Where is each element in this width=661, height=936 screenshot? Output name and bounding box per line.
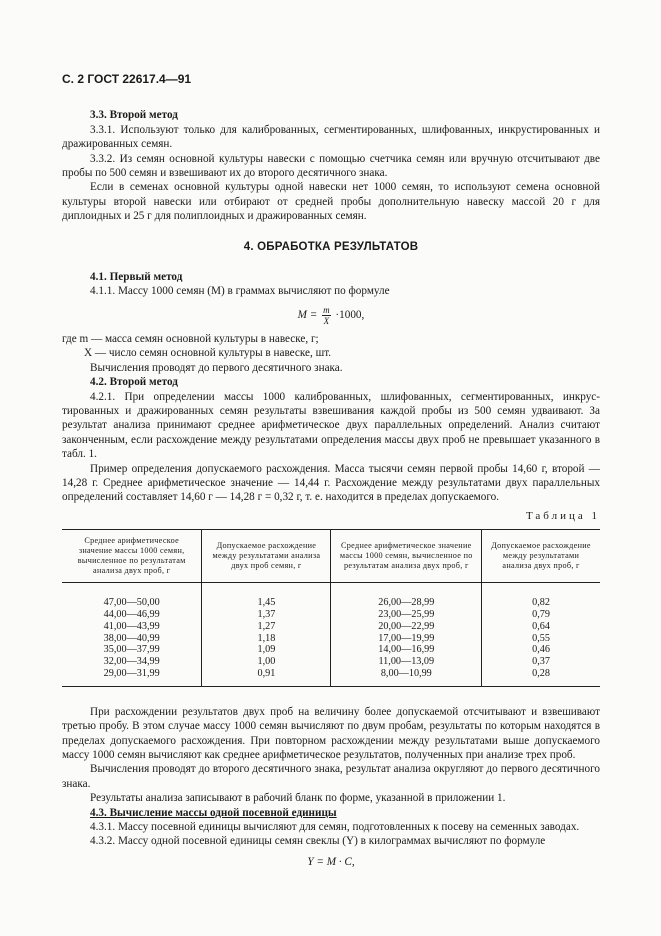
paragraph-record: Результаты анализа записывают в рабочий бланк по форме, указанной в приложении 1. xyxy=(90,792,506,805)
table-row xyxy=(62,583,600,609)
table-cell: 0,28 xyxy=(482,668,600,686)
table-cell: 1,18 xyxy=(202,633,331,645)
formula-denominator: X xyxy=(323,315,330,326)
table-header-cell: Допускаемое расхождение между результатами анализа двух проб семян, г xyxy=(202,530,331,583)
section-4-title: 4. ОБРАБОТКА РЕЗУЛЬТАТОВ xyxy=(243,240,419,253)
paragraph-4-1-1: 4.1.1. Массу 1000 семян (M) в граммах вычисляют по формуле xyxy=(90,285,390,298)
paragraph-4-2-1: 4.2.1. При определении массы 1000 калиброванных, шлифованных, сегментированных, инкрустированных и дражированных семян результаты взвешивания каждой пробы из 500 семян удваивают. За результат анализа принимают среднее арифметическое двух параллельных определений. Анализ считают законченным, если расхождение между результатами определения массы двух проб не превышает указанного в табл. 1. xyxy=(62,390,600,461)
formula-fraction xyxy=(322,305,331,326)
table-header-cell: Среднее арифметическое значение массы 1000 семян, вычисленное по результатам анализа двух проб, г xyxy=(62,530,202,583)
table-header-cell: Допускаемое расхождение между результатами анализа двух проб, г xyxy=(482,530,600,583)
section-3-3-title: 3.3. Второй метод xyxy=(90,109,178,122)
section-4-3-title-text: 4.3. Вычисление массы одной посевной единицы xyxy=(90,806,337,819)
table-cell: 44,00—46,99 xyxy=(103,608,160,620)
table-cell: 1,37 xyxy=(202,609,331,621)
table-cell: 11,00—13,09 xyxy=(331,656,482,668)
table-cell: 1,45 xyxy=(202,583,331,609)
table-row xyxy=(62,668,600,686)
formula-rhs: ·1000, xyxy=(335,308,365,321)
table-cell: 47,00—50,00 xyxy=(103,597,160,609)
paragraph-3-3-1: 3.3.1. Используют только для калиброванных, сегментированных, шлифованных, инкрустированных и дражированных семян. xyxy=(62,123,600,151)
formula-numerator: m xyxy=(323,304,330,315)
paragraph-3-3-2: 3.3.2. Из семян основной культуры навески с помощью счетчика семян или вручную отсчитывают две пробы по 500 семян и взвешивают их до второго десятичного знака. xyxy=(62,152,600,180)
table-cell: 0,82 xyxy=(482,583,600,609)
table-cell: 0,37 xyxy=(482,656,600,668)
table-cell: 20,00—22,99 xyxy=(331,621,482,633)
paragraph-4-3-2: 4.3.2. Массу одной посевной единицы семян свеклы (Y) в килограммах вычисляют по формуле xyxy=(90,835,546,848)
table-cell: 0,46 xyxy=(482,644,600,656)
table-header-row xyxy=(62,530,600,583)
table-cell: 38,00—40,99 xyxy=(103,632,160,644)
table-cell: 1,09 xyxy=(202,644,331,656)
formula-mass-1000 xyxy=(62,305,600,326)
document-page xyxy=(62,72,600,875)
page-header: С. 2 ГОСТ 22617.4—91 xyxy=(62,72,192,86)
table-row xyxy=(62,633,600,645)
table-row xyxy=(62,656,600,668)
table-cell: 0,64 xyxy=(482,621,600,633)
table-cell: 8,00—10,99 xyxy=(331,668,482,686)
paragraph-4-3-1: 4.3.1. Массу посевной единицы вычисляют для семян, подготовленных к посеву на семенных заводах. xyxy=(90,820,580,833)
paragraph-rounding: Вычисления проводят до второго десятичного знака, результат анализа округляют до первого десятичного знака. xyxy=(62,763,600,790)
table-cell: 0,91 xyxy=(202,668,331,686)
table-cell: 29,00—31,99 xyxy=(62,668,202,686)
section-4-1-title: 4.1. Первый метод xyxy=(90,271,183,284)
table-header-cell: Среднее арифметическое значение массы 1000 семян, вычисленное по результатам анализа двух проб, г xyxy=(331,530,482,583)
table-row xyxy=(62,644,600,656)
table-caption: Таблица 1 xyxy=(525,509,600,522)
table-cell: 1,27 xyxy=(202,621,331,633)
table-row xyxy=(62,621,600,633)
table-cell: 1,00 xyxy=(202,656,331,668)
table-cell: 35,00—37,99 xyxy=(103,644,160,656)
paragraph-3-3-2-cont: Если в семенах основной культуры одной навески нет 1000 семян, то используют семена основной культуры второй навески или отбирают от средней пробы дополнительную навеску массой 20 г для диплоидных и 25 г для полиплоидных и дражированных семян. xyxy=(62,181,600,223)
paragraph-third-sample: При расхождении результатов двух проб на величину более допускаемой отсчитывают и взвешивают третью пробу. В этом случае массу 1000 семян вычисляют по двум пробам, результаты по которым находятся в пределах допускаемого расхождения. При повторном расхождении между результатами выше допускаемого массу 1000 семян вычисляют как среднее арифметическое результатов, полученных при анализе трех проб. xyxy=(62,705,600,761)
definition-m: где m — масса семян основной культуры в навеске, г; xyxy=(62,332,319,345)
table-cell: 0,55 xyxy=(482,633,600,645)
paragraph-calc-precision: Вычисления проводят до первого десятичного знака. xyxy=(90,361,343,374)
section-4-3-title xyxy=(90,806,600,820)
formula-lhs: M = xyxy=(297,308,318,321)
table-cell: 26,00—28,99 xyxy=(331,583,482,609)
section-4-2-title: 4.2. Второй метод xyxy=(90,376,178,389)
paragraph-example: Пример определения допускаемого расхождения. Масса тысячи семян первой пробы 14,60 г, второй — 14,28 г. Среднее арифметическое значение — 14,44 г. Расхождение между результатами двух параллельных определений составляет 14,60 г — 14,28 г = 0,32 г, т. е. находится в пределах допускаемого. xyxy=(62,462,600,504)
table-cell: 0,79 xyxy=(482,609,600,621)
formula-seed-unit-mass: Y = M · C, xyxy=(307,855,355,868)
table-cell: 41,00—43,99 xyxy=(103,620,160,632)
table-cell: 32,00—34,99 xyxy=(103,656,160,668)
table-row xyxy=(62,609,600,621)
tolerance-table xyxy=(62,529,600,687)
table-cell: 14,00—16,99 xyxy=(331,644,482,656)
definition-x: X — число семян основной культуры в навеске, шт. xyxy=(84,347,332,360)
table-cell: 17,00—19,99 xyxy=(331,633,482,645)
table-cell: 23,00—25,99 xyxy=(331,609,482,621)
